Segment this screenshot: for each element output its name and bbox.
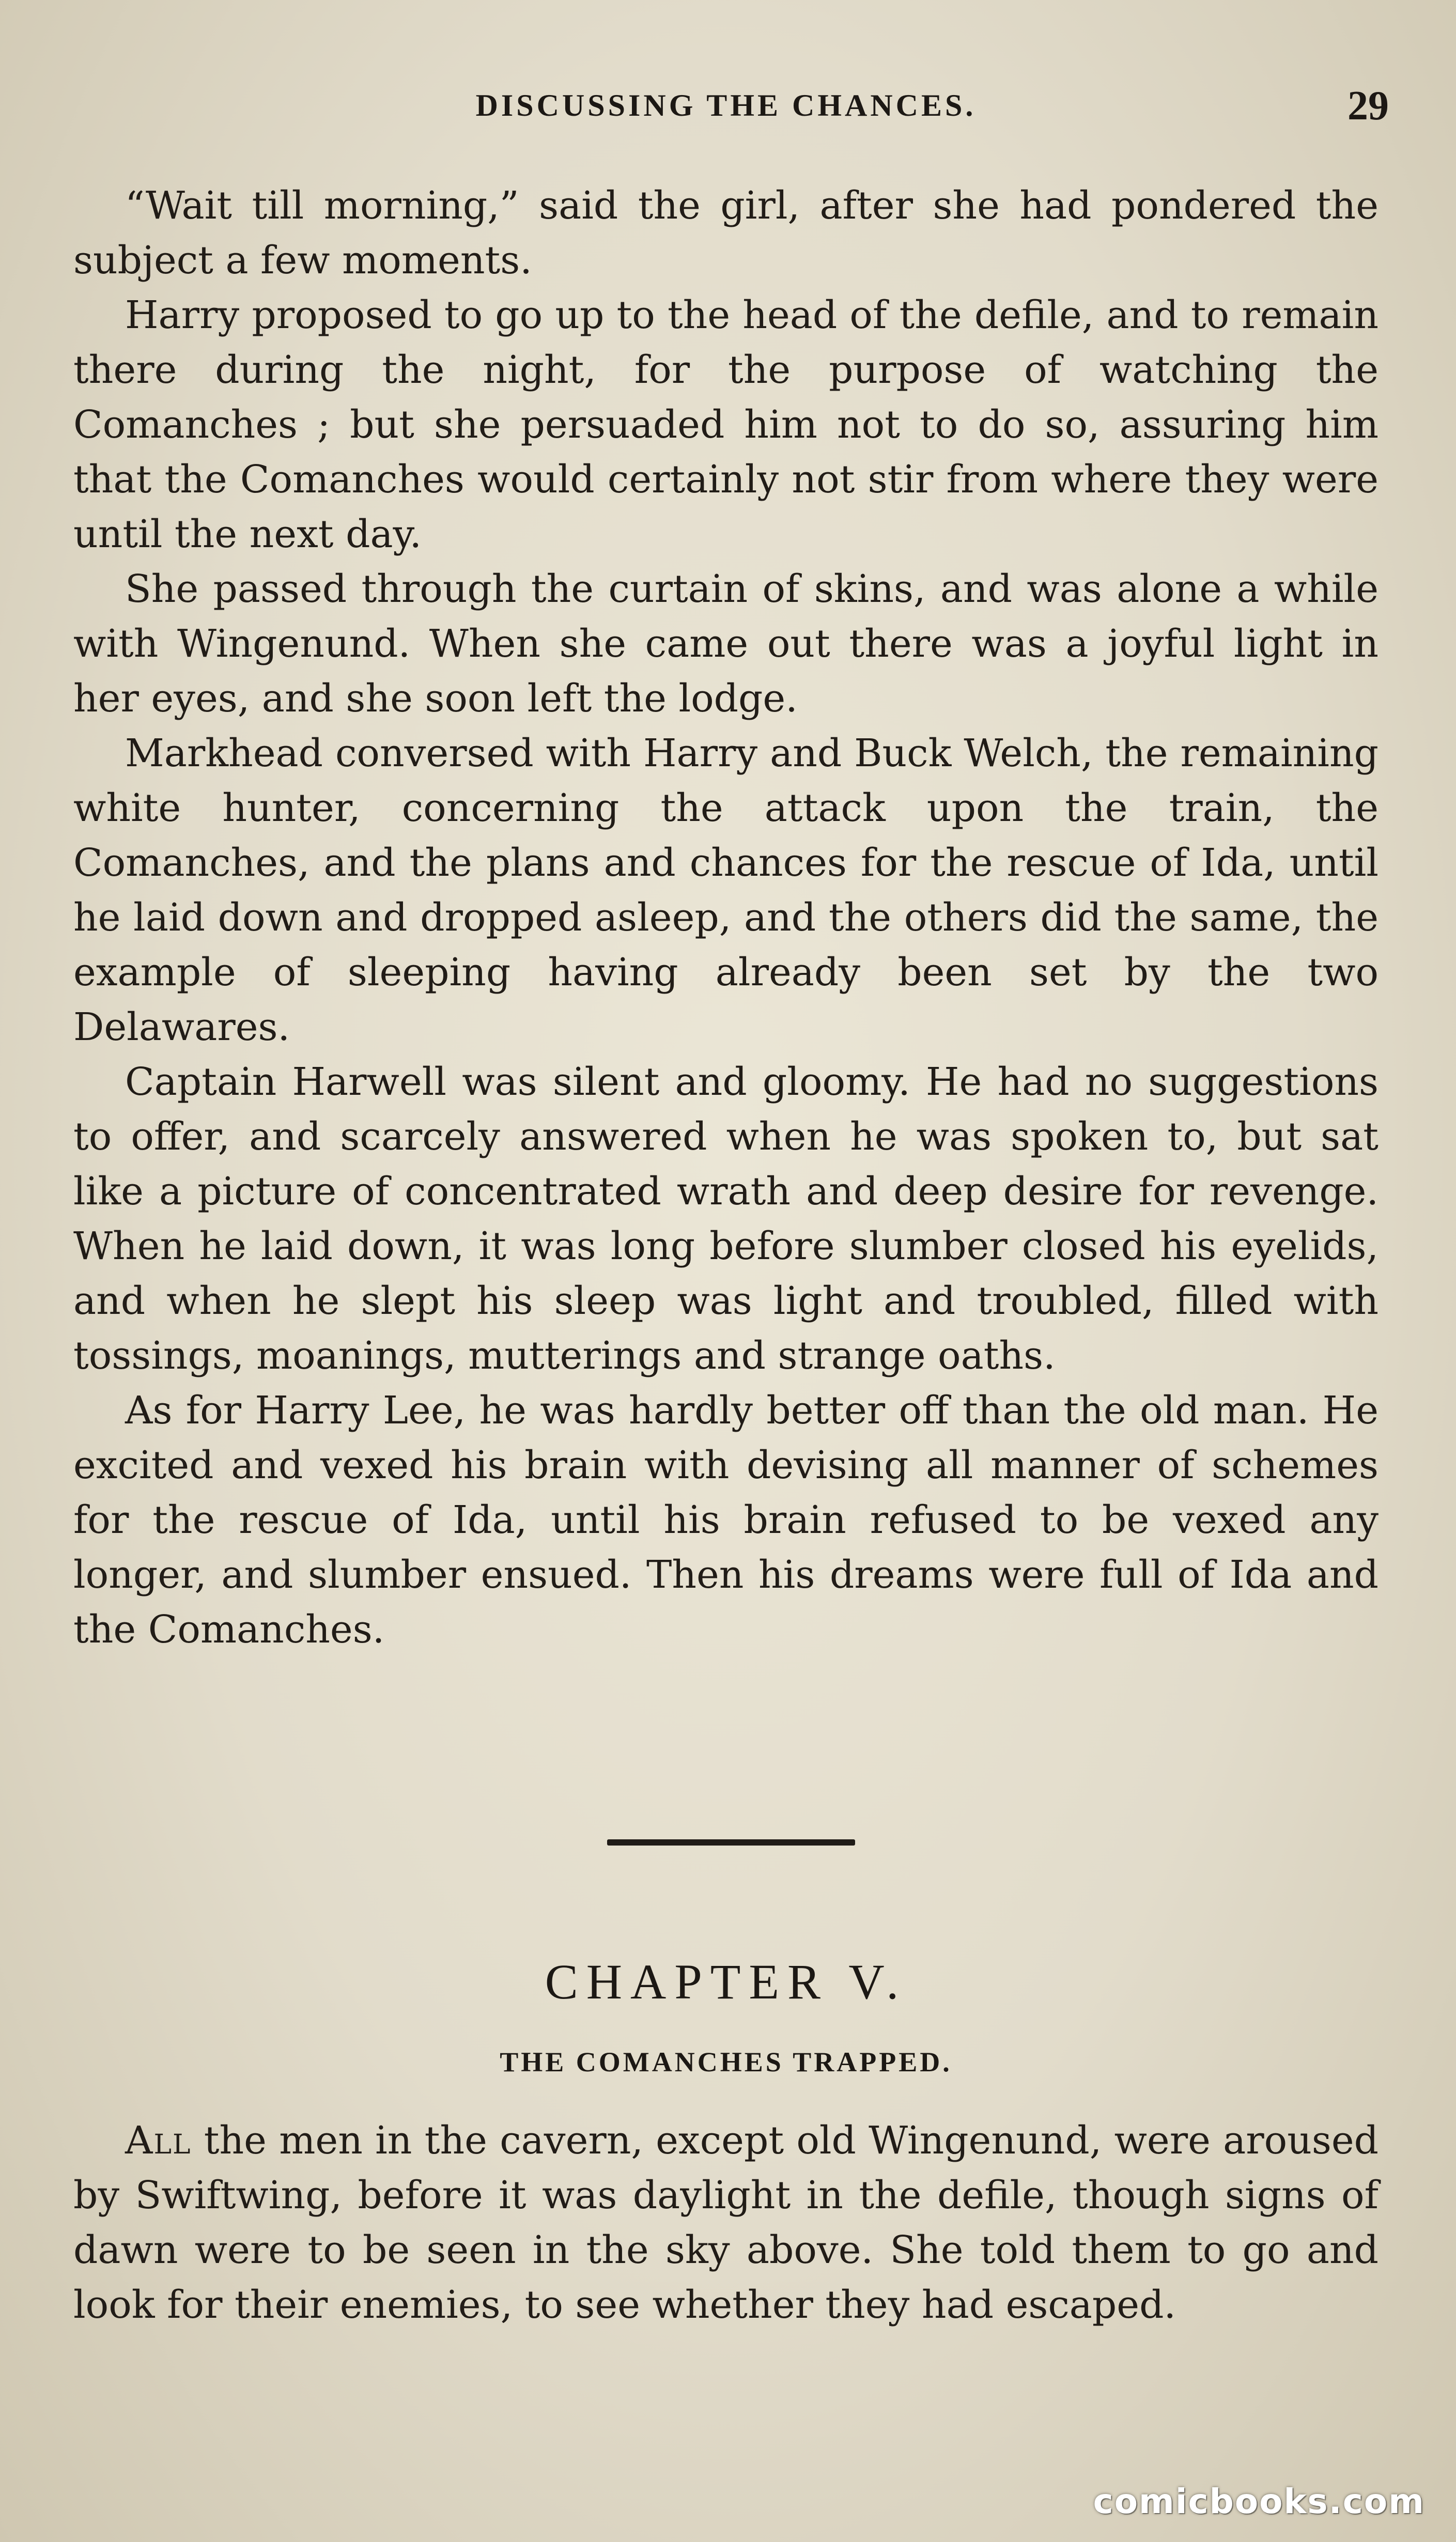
running-title: DISCUSSING THE CHANCES. [475, 88, 977, 122]
running-head [73, 83, 1389, 129]
paragraph: Markhead conversed with Harry and Buck Welch, the remaining white hunter, concerning the attack upon the train, the Comanches, and the plans and chances for the rescue of Ida, until he laid down and dropped asleep, and the others did the same, the example of sleeping having already been set by the two Delawares. [73, 731, 1378, 1049]
chapter-heading: CHAPTER V. [545, 1954, 907, 2009]
page-number: 29 [1347, 83, 1389, 129]
paragraph: Harry proposed to go up to the head of the defile, and to remain there during the night, for the purpose of watching the Comanches ; but she persuaded him not to do so, assuring him that the Comanches would certainly not stir from where they were until the next day. [73, 293, 1378, 556]
paragraph: She passed through the curtain of skins, and was alone a while with Wingenund. When she came out there was a joyful light in her eyes, and she soon left the lodge. [73, 567, 1378, 721]
chapter-subtitle: THE COMANCHES TRAPPED. [500, 2047, 952, 2078]
opening-text: the men in the cavern, except old Wingenund, were aroused by Swiftwing, before it was daylight in the defile, though signs of dawn were to be seen in the sky above. She told them to go and look for their enemies, to see whether they had escaped. [73, 2118, 1378, 2327]
watermark: comicbooks.com [1093, 2482, 1425, 2521]
paragraph: As for Harry Lee, he was hardly better off than the old man. He excited and vexed his brain with devising all manner of schemes for the rescue of Ida, until his brain refused to be vexed any longer, and slumber ensued. Then his dreams were full of Ida and the Comanches. [73, 1388, 1378, 1652]
body-text [73, 178, 1378, 1657]
paragraph: “Wait till morning,” said the girl, after she had pondered the subject a few moments. [73, 183, 1378, 283]
chapter-body [73, 2113, 1378, 2332]
opening-word: All [125, 2118, 192, 2163]
paragraph: Captain Harwell was silent and gloomy. He had no suggestions to offer, and scarcely answered when he was spoken to, but sat like a picture of concentrated wrath and deep desire for revenge. When he laid down, it was long before slumber closed his eyelids, and when he slept his sleep was light and troubled, filled with tossings, moanings, mutterings and strange oaths. [73, 1060, 1378, 1378]
section-divider [607, 1839, 855, 1846]
chapter-opening-paragraph [73, 2113, 1378, 2332]
